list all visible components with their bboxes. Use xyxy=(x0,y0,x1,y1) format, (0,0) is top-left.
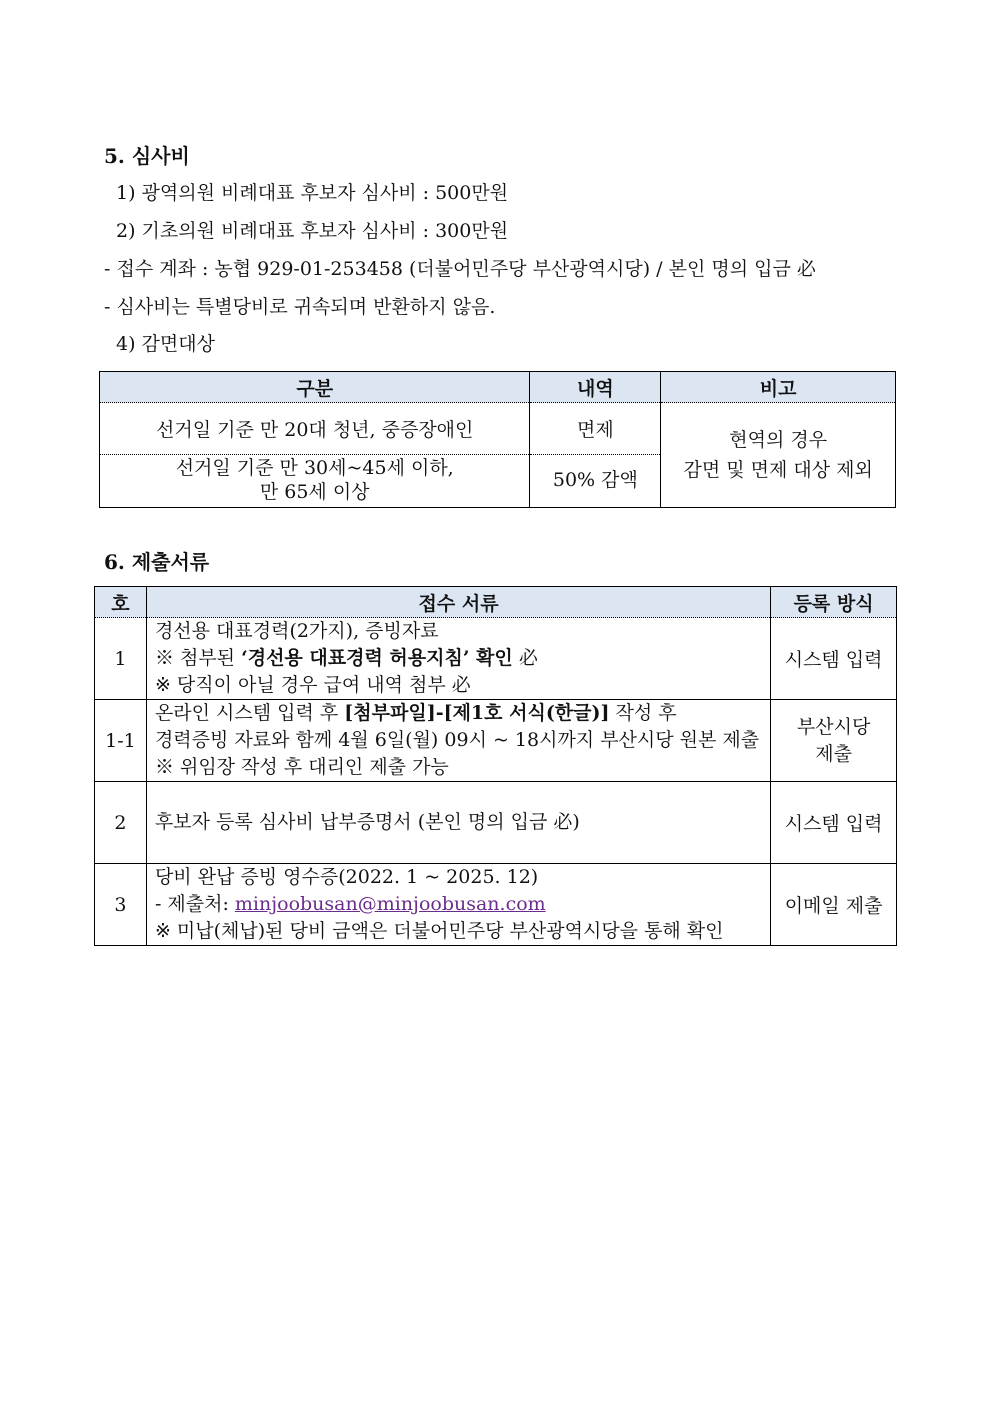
method-line-1: 부산시당 xyxy=(796,715,871,738)
row-documents xyxy=(146,700,770,782)
note-line-2: 감면 및 면제 대상 제외 xyxy=(683,459,873,481)
attachment-emphasis: [첨부파일]-[제1호 서식(한글)] xyxy=(344,702,610,724)
row-documents: 후보자 등록 심사비 납부증명서 (본인 명의 입금 必) xyxy=(146,782,770,864)
row-detail: 면제 xyxy=(530,403,661,455)
doc-line: ※ 미납(체납)된 당비 금액은 더불어민주당 부산광역시당을 통해 확인 xyxy=(154,920,724,942)
table-row xyxy=(95,864,897,946)
doc-line: ※ 첨부된 xyxy=(154,647,242,669)
method-line-2: 제출 xyxy=(815,742,852,765)
doc-line: 경력증빙 자료와 함께 4월 6일(월) 09시 ~ 18시까지 부산시당 원본 제출 xyxy=(154,729,760,751)
row-no: 1-1 xyxy=(95,700,147,782)
doc-line: ※ 당직이 아닐 경우 급여 내역 첨부 必 xyxy=(154,674,471,696)
header-category: 구분 xyxy=(100,372,530,403)
refund-line: - 심사비는 특별당비로 귀속되며 반환하지 않음. xyxy=(104,296,496,318)
row-documents xyxy=(146,864,770,946)
row-method: 이메일 제출 xyxy=(771,864,897,946)
reduction-table xyxy=(99,371,896,508)
table-row xyxy=(95,700,897,782)
reduction-heading: 4) 감면대상 xyxy=(116,333,215,355)
table-row xyxy=(95,782,897,864)
table-row xyxy=(100,403,896,455)
doc-line: 必 xyxy=(512,647,538,669)
row-no: 2 xyxy=(95,782,147,864)
doc-line: 경선용 대표경력(2가지), 증빙자료 xyxy=(154,620,439,642)
row-method xyxy=(771,700,897,782)
documents-table xyxy=(94,586,897,946)
doc-line: 온라인 시스템 입력 후 xyxy=(154,702,345,724)
doc-line: ※ 위임장 작성 후 대리인 제출 가능 xyxy=(154,756,449,778)
header-no: 호 xyxy=(95,587,147,618)
table-row xyxy=(95,618,897,700)
section-5-title: 5. 심사비 xyxy=(104,144,190,168)
row-method: 시스템 입력 xyxy=(771,782,897,864)
note-line-1: 현역의 경우 xyxy=(729,429,828,451)
row-detail: 50% 감액 xyxy=(530,455,661,508)
header-documents: 접수 서류 xyxy=(146,587,770,618)
fee-line-2: 2) 기초의원 비례대표 후보자 심사비 : 300만원 xyxy=(116,220,509,242)
row-category: 선거일 기준 만 20대 청년, 중증장애인 xyxy=(100,403,530,455)
header-note: 비고 xyxy=(661,372,896,403)
row-note xyxy=(661,403,896,508)
row-category xyxy=(100,455,530,508)
doc-line: 작성 후 xyxy=(609,702,677,724)
row-documents xyxy=(146,618,770,700)
category-line-1: 선거일 기준 만 30세~45세 이하, xyxy=(175,457,454,480)
doc-line: - 제출처: xyxy=(154,893,235,915)
email-link[interactable]: minjoobusan@minjoobusan.com xyxy=(234,893,546,915)
fee-line-1: 1) 광역의원 비례대표 후보자 심사비 : 500만원 xyxy=(116,182,509,204)
category-line-2: 만 65세 이상 xyxy=(259,481,370,503)
header-method: 등록 방식 xyxy=(771,587,897,618)
section-6-title: 6. 제출서류 xyxy=(104,550,210,574)
doc-line: 당비 완납 증빙 영수증(2022. 1 ~ 2025. 12) xyxy=(154,866,539,888)
guideline-emphasis: ‘경선용 대표경력 허용지침’ 확인 xyxy=(241,647,513,669)
account-line: - 접수 계좌 : 농협 929-01-253458 (더불어민주당 부산광역시당) / 본인 명의 입금 必 xyxy=(104,258,816,280)
header-detail: 내역 xyxy=(530,372,661,403)
row-no: 3 xyxy=(95,864,147,946)
row-no: 1 xyxy=(95,618,147,700)
row-method: 시스템 입력 xyxy=(771,618,897,700)
